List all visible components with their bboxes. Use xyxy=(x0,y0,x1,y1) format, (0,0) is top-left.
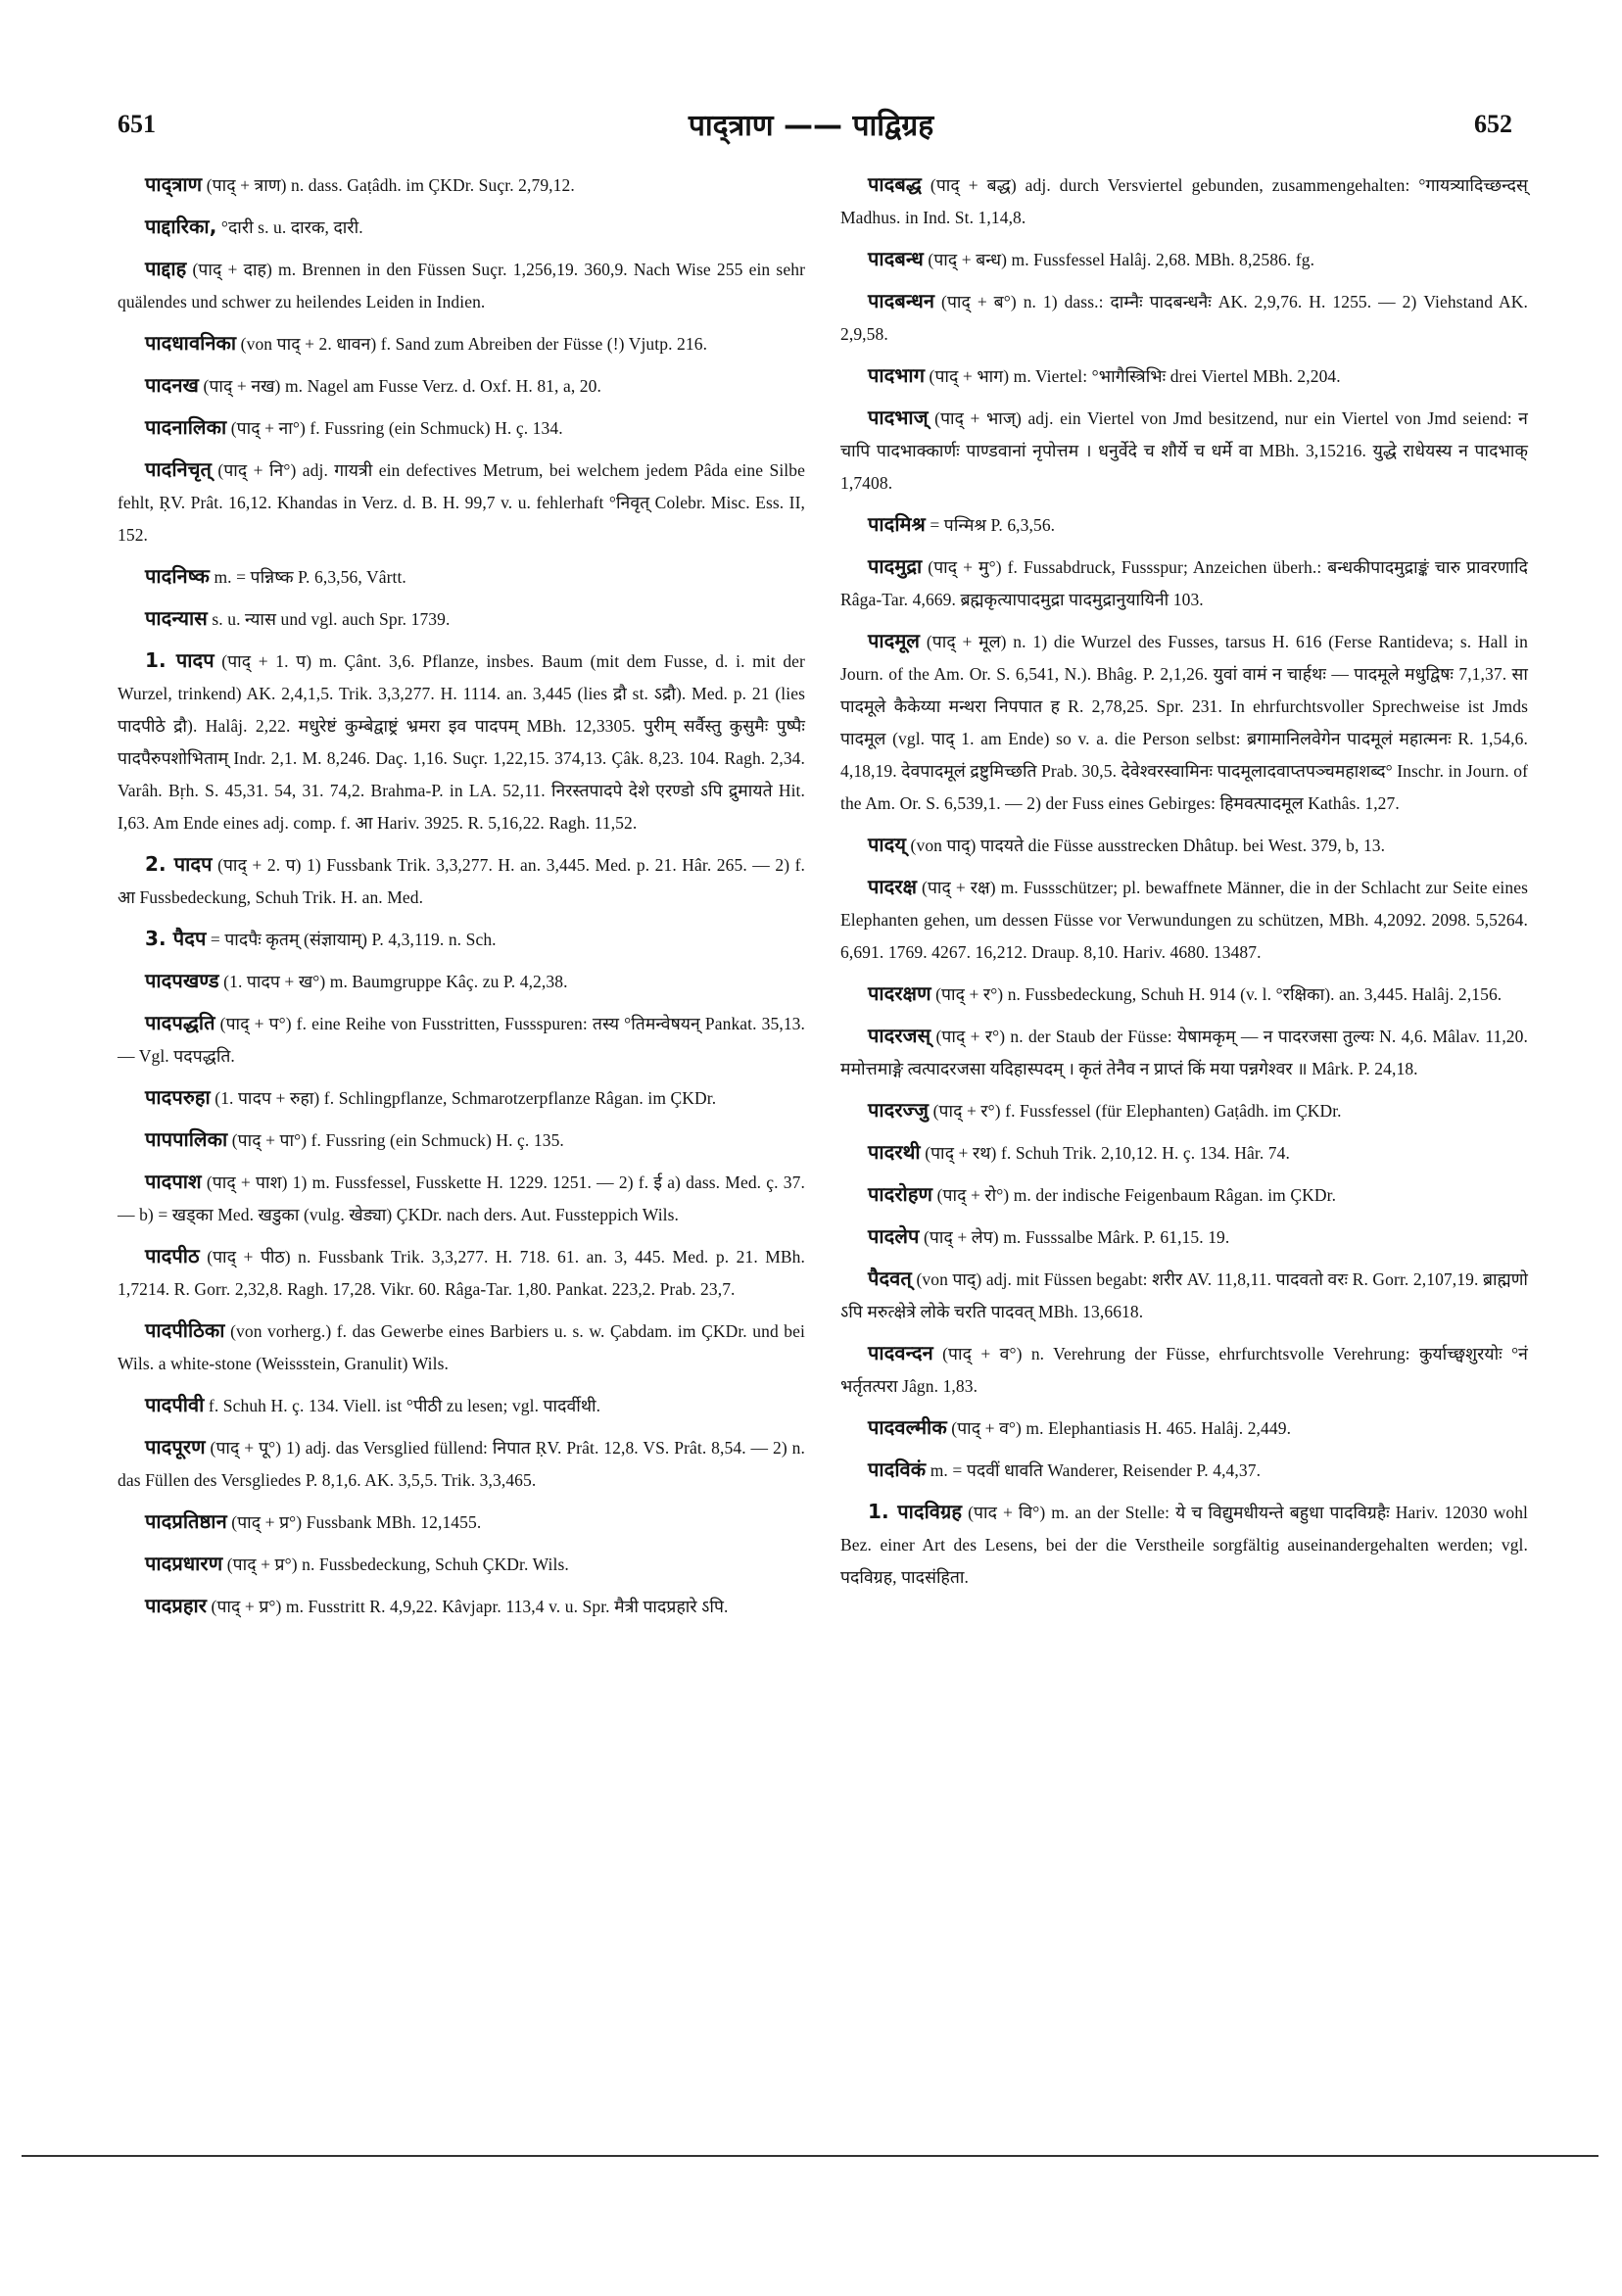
entry-headword: पाद्दारिका, xyxy=(145,215,217,238)
entry-headword: पादप्रतिष्ठान xyxy=(145,1509,227,1533)
entry-headword: पादलेप xyxy=(868,1224,920,1248)
entry-text: (पाद् + रो°) m. der indische Feigenbaum Râgan. im ÇKDr. xyxy=(936,1185,1337,1205)
dictionary-entry xyxy=(840,359,1528,393)
entry-text: (पाद् + भाज्) adj. ein Viertel von Jmd besitzend, nur ein Viertel von Jmd seiend: न चापि पादभाक्कार्णः पाण्डवानां नृपोत्तम । धनुर्वेदे च शौर्ये च धर्मे वा MBh. 3,15216. युद्धे राधेयस्य न पादभाक् 1,7408. xyxy=(840,408,1528,493)
entry-text: (von पाद्) adj. mit Füssen begabt: शरीर AV. 11,8,11. पादवतो वरः R. Gorr. 2,107,19. ब्राह्मणो ऽपि मरुत्क्षेत्रे लोके चरति पादवत् MBh. 13,6618. xyxy=(840,1269,1528,1321)
entry-headword: पादमूल xyxy=(868,629,921,652)
entry-headword: पादरक्ष xyxy=(868,875,918,898)
dictionary-entry xyxy=(118,1166,805,1231)
entry-text: (पाद् + पा°) f. Fussring (ein Schmuck) H. ç. 135. xyxy=(231,1130,564,1150)
entry-text: (1. पादप + रुहा) f. Schlingpflanze, Schmarotzerpflanze Râgan. im ÇKDr. xyxy=(215,1088,717,1108)
entry-text: (पाद् + प°) f. eine Reihe von Fusstritten, Fussspuren: तस्य °तिमन्वेषयन् Pankat. 35,13. — Vgl. पदपद्धति. xyxy=(118,1014,805,1066)
dictionary-entry xyxy=(118,602,805,636)
entry-text: (पाद् + र°) n. der Staub der Füsse: येषामकृम् — न पादरजसा तुल्यः N. 4,6. Mâlav. 11,20. ममोत्तमाङ्गे त्वत्पादरजसा यदिहास्पदम् । कृतं तेनैव न प्राप्तं किं मया पन्नगेश्वर ॥ Mârk. P. 24,18. xyxy=(840,1027,1528,1078)
dictionary-entry xyxy=(840,871,1528,969)
entry-text: (पाद् + रथ) f. Schuh Trik. 2,10,12. H. ç. 134. Hâr. 74. xyxy=(925,1143,1290,1163)
entry-text: (पाद् + त्राण) n. dass. Gaṭâdh. im ÇKDr. Suçr. 2,79,12. xyxy=(206,175,575,195)
entry-headword: पादनिष्क xyxy=(145,564,210,588)
entry-headword: पादनिचृत् xyxy=(145,457,213,481)
entry-text: °दारी s. u. दारक, दारी. xyxy=(220,217,363,237)
entry-headword: पादरज्जु xyxy=(868,1098,930,1122)
dictionary-entry xyxy=(840,243,1528,276)
entry-headword: पादपीठ xyxy=(145,1244,200,1268)
entry-text: (पाद् + लेप) m. Fusssalbe Mârk. P. 61,15. 19. xyxy=(923,1227,1230,1247)
entry-text: (पाद् + बद्ध) adj. durch Versviertel gebunden, zusammengehalten: °गायत्र्यादिच्छन्दस् Madhus. in Ind. St. 1,14,8. xyxy=(840,175,1528,227)
entry-headword: पाद्त्राण xyxy=(145,172,203,196)
entry-headword: पादबन्ध xyxy=(868,247,924,270)
dictionary-entry xyxy=(118,1081,805,1115)
dictionary-entry xyxy=(118,560,805,594)
entry-headword: पादमुद्रा xyxy=(868,554,923,578)
entry-headword: पादपखण्ड xyxy=(145,969,219,992)
entry-text: (von पाद् + 2. धावन) f. Sand zum Abreiben der Füsse (!) Vjutp. 216. xyxy=(240,334,708,354)
dictionary-entry xyxy=(840,1263,1528,1328)
dictionary-entry xyxy=(840,1411,1528,1445)
entry-text: (पाद् + व°) m. Elephantiasis H. 465. Halâj. 2,449. xyxy=(951,1418,1292,1438)
dictionary-entry xyxy=(840,402,1528,500)
entry-text: = पादपैः कृतम् (संज्ञायाम्) P. 4,3,119. n. Sch. xyxy=(210,930,497,949)
dictionary-entry xyxy=(840,1020,1528,1085)
entry-headword: पादपाश xyxy=(145,1170,202,1193)
entry-text: (पाद् + ना°) f. Fussring (ein Schmuck) H. ç. 134. xyxy=(230,418,563,438)
entry-headword: पाद्दाह xyxy=(145,257,187,280)
dictionary-entry xyxy=(840,1220,1528,1254)
dictionary-entry xyxy=(118,1548,805,1581)
entry-text: (पाद् + प्र°) n. Fussbedeckung, Schuh ÇKDr. Wils. xyxy=(226,1555,569,1574)
entry-text: m. = पन्निष्क P. 6,3,56, Vârtt. xyxy=(214,567,406,587)
dictionary-entry xyxy=(840,1178,1528,1212)
entry-headword: पादन्यास xyxy=(145,606,208,630)
bottom-rule xyxy=(22,2155,1598,2157)
entry-headword: पापपालिका xyxy=(145,1127,228,1151)
entry-headword: पादभाग xyxy=(868,363,926,387)
dictionary-entry xyxy=(840,508,1528,542)
entry-headword: पादप्रहार xyxy=(145,1594,208,1617)
entry-headword: पादवल्मीक xyxy=(868,1415,947,1439)
entry-headword: 2. पादप xyxy=(145,852,213,876)
entry-text: (पाद् + 2. प) 1) Fussbank Trik. 3,3,277. H. an. 3,445. Med. p. 21. Hâr. 265. — 2) f. आ Fussbedeckung, Schuh Trik. H. an. Med. xyxy=(118,855,805,907)
entry-headword: पैदवत् xyxy=(868,1267,912,1290)
dictionary-entry xyxy=(118,645,805,839)
dictionary-entry xyxy=(840,978,1528,1011)
entry-headword: पादरथी xyxy=(868,1140,921,1164)
entry-text: (पाद् + रक्ष) m. Fussschützer; pl. bewaffnete Männer, die in der Schlacht zur Seite eines Elephanten gehen, um dessen Füsse vor Verwundungen zu schützen, MBh. 4,2092. 2098. 5,5264. 6,691. 1769. 4267. 16,212. Draup. 8,10. Hariv. 4680. 13487. xyxy=(840,878,1528,962)
entry-headword: पादपूरण xyxy=(145,1435,206,1459)
entry-headword: पादनख xyxy=(145,373,200,397)
entry-text: (पाद् + पीठ) n. Fussbank Trik. 3,3,277. H. 718. 61. an. 3, 445. Med. p. 21. MBh. 1,7214. R. Gorr. 2,32,8. Ragh. 17,28. Vikr. 60. Râga-Tar. 1,80. Pankat. 223,2. Prab. 23,7. xyxy=(118,1247,805,1299)
dictionary-entry xyxy=(840,829,1528,862)
dictionary-entry xyxy=(118,1431,805,1497)
entry-text: (पाद् + ब°) n. 1) dass.: दाम्नैः पादबन्धनैः AK. 2,9,76. H. 1255. — 2) Viehstand AK. 2,9,58. xyxy=(840,292,1529,344)
entry-text: (पाद् + नख) m. Nagel am Fusse Verz. d. Oxf. H. 81, a, 20. xyxy=(203,376,601,396)
entry-headword: पादबन्धन xyxy=(868,289,935,312)
entry-headword: पादधावनिका xyxy=(145,331,237,355)
dictionary-entry xyxy=(118,1389,805,1422)
entry-headword: पादनालिका xyxy=(145,415,227,439)
entry-headword: पादरोहण xyxy=(868,1182,933,1206)
entry-text: (पाद् + व°) n. Verehrung der Füsse, ehrfurchtsvolle Verehrung: कुर्याच्छ्वशुरयोः °नं भर्तृतत्परा Jâgn. 1,83. xyxy=(840,1344,1528,1396)
entry-text: (पाद् + प्र°) Fussbank MBh. 12,1455. xyxy=(231,1512,482,1532)
entry-headword: पादपीठिका xyxy=(145,1318,225,1342)
dictionary-entry xyxy=(118,1506,805,1539)
dictionary-entry xyxy=(118,1240,805,1306)
entry-text: = पन्मिश्र P. 6,3,56. xyxy=(930,515,1056,535)
entry-text: (पाद् + 1. प) m. Çânt. 3,6. Pflanze, insbes. Baum (mit dem Fusse, d. i. mit der Wurzel, trinkend) AK. 2,4,1,5. Trik. 3,3,277. H. 1114. an. 3,445 (lies द्रौ st. ऽद्रौ). Med. p. 21 (lies पादपीठे द्रौ). Halâj. 2,22. मधुरेष्टं कुम्बेद्वाष्ट्रं भ्रमरा इव पादपम् MBh. 12,3305. पुरीम् सर्वैस्तु कुसुमैः पुष्पैः पादपैरुपशोभिताम् Indr. 2,1. M. 8,246. Daç. 1,16. Suçr. 1,22,15. 374,13. Çâk. 8,23. 104. Ragh. 2,34. Varâh. Bṛh. S. 45,31. 54, 31. 74,2. Brahma-P. in LA. 52,11. निरस्तपादपे देशे एरण्डो ऽपि द्रुमायते Hit. I,63. Am Ende eines adj. comp. f. आ Hariv. 3925. R. 5,16,22. Ragh. 11,52. xyxy=(118,651,805,833)
dictionary-entry xyxy=(118,1315,805,1380)
dictionary-entry xyxy=(118,454,805,551)
dictionary-entry xyxy=(118,369,805,403)
entry-headword: 1. पादप xyxy=(145,648,215,672)
left-column xyxy=(118,168,805,1632)
dictionary-entry xyxy=(840,550,1528,616)
entry-headword: पादविकं xyxy=(868,1458,927,1481)
entry-text: f. Schuh H. ç. 134. Viell. ist °पीठी zu lesen; vgl. पादर्वीथी. xyxy=(208,1396,601,1415)
entry-headword: पादपद्धति xyxy=(145,1011,215,1034)
entry-headword: पादभाज् xyxy=(868,406,929,429)
dictionary-entry xyxy=(840,168,1528,234)
entry-headword: पादय् xyxy=(868,833,907,856)
entry-headword: पादपरुहा xyxy=(145,1085,211,1109)
entry-text: (पाद् + दाह) m. Brennen in den Füssen Suçr. 1,256,19. 360,9. Nach Wise 255 ein sehr quälendes und schwer zu heilendes Leiden in Indien. xyxy=(118,260,805,311)
entry-headword: पादमिश्र xyxy=(868,512,926,536)
entry-text: (पाद् + मूल) n. 1) die Wurzel des Fusses, tarsus H. 616 (Ferse Rantideva; s. Hall in Journ. of the Am. Or. S. 6,541, N.). Bhâg. P. 2,1,26. युवां वामं न चार्हथः — पादमूले मधुद्विषः 7,1,37. सा पादमूले कैकेय्या मन्थरा निपपात ह R. 2,78,25. Spr. 231. In ehrfurchtsvoller Sprechweise ist Jmds पादमूल (vgl. पाद् 1. am Ende) so v. a. die Person selbst: ब्रगामानिलवेगेन पादमूलं महात्मनः R. 1,54,6. 4,18,19. देवपादमूलं द्रष्टुमिच्छति Prab. 30,5. देवेश्वरस्वामिनः पादमूलादवाप्तपञ्चमहाशब्द° Inschr. in Journ. of the Am. Or. S. 6,539,1. — 2) der Fuss eines Gebirges: हिमवत्पादमूल Kathâs. 1,27. xyxy=(840,632,1528,813)
dictionary-entry xyxy=(840,625,1528,820)
entry-text: (von vorherg.) f. das Gewerbe eines Barbiers u. s. w. Çabdam. im ÇKDr. und bei Wils. a white-stone (Weissstein, Granulit) Wils. xyxy=(118,1321,805,1373)
dictionary-entry xyxy=(840,1496,1528,1594)
entry-text: (पाद् + भाग) m. Viertel: °भागैस्त्रिभिः drei Viertel MBh. 2,204. xyxy=(929,366,1341,386)
dictionary-entry xyxy=(118,1590,805,1623)
entry-text: (पाद + वि°) m. an der Stelle: ये च विद्युमधीयन्ते बहुधा पादविग्रहैः Hariv. 12030 wohl Bez. einer Art des Lesens, bei der die Verstheile sorgfältig auseinandergehalten werden; vgl. पदविग्रह, पादसंहिता. xyxy=(840,1503,1528,1587)
page-number-right: 652 xyxy=(1474,110,1512,138)
dictionary-entry xyxy=(118,253,805,318)
entry-headword: पादवन्दन xyxy=(868,1341,933,1364)
dictionary-entry xyxy=(118,168,805,202)
entry-headword: पादरजस् xyxy=(868,1024,931,1047)
entry-text: (पाद् + नि°) adj. गायत्री ein defectives Metrum, bei welchem jedem Pâda eine Silbe fehlt, ṚV. Prât. 16,12. Khandas in Verz. d. B. H. 99,7 v. u. fehlerhaft °निवृत् Colebr. Misc. Ess. II, 152. xyxy=(118,460,805,545)
dictionary-entry xyxy=(118,1124,805,1157)
entry-text: (पाद् + पाश) 1) m. Fussfessel, Fusskette H. 1229. 1251. — 2) f. ई a) dass. Med. ç. 37.— b) = खड्का Med. खडुका (vulg. खेड्या) ÇKDr. nach ders. Aut. Fussteppich Wils. xyxy=(118,1172,805,1224)
dictionary-entry xyxy=(840,285,1528,351)
dictionary-entry xyxy=(118,965,805,998)
entry-text: s. u. न्यास und vgl. auch Spr. 1739. xyxy=(212,609,451,629)
entry-text: (von पाद्) पादयते die Füsse ausstrecken Dhâtup. bei West. 379, b, 13. xyxy=(910,836,1386,855)
dictionary-entry xyxy=(118,923,805,956)
dictionary-entry xyxy=(840,1136,1528,1170)
entry-text: (पाद् + मु°) f. Fussabdruck, Fussspur; Anzeichen überh.: बन्धकीपादमुद्राङ्कं चारु प्रावरणादि Râga-Tar. 4,669. ब्रह्मकृत्यापादमुद्रा पादमुद्रानुयायिनी 103. xyxy=(840,557,1528,609)
entry-headword: पादप्रधारण xyxy=(145,1552,223,1575)
dictionary-entry xyxy=(118,848,805,914)
entry-headword: 3. पैदप xyxy=(145,927,207,950)
entry-headword: पादबद्ध xyxy=(868,172,922,196)
dictionary-entry xyxy=(118,327,805,360)
running-title: पाद्त्राण —— पाद्विग्रह xyxy=(688,109,934,143)
entry-text: m. = पदवीं धावति Wanderer, Reisender P. 4,4,37. xyxy=(930,1460,1262,1480)
entry-text: (पाद् + प्र°) m. Fusstritt R. 4,9,22. Kâvjapr. 113,4 v. u. Spr. मैत्री पादप्रहारे ऽपि. xyxy=(211,1597,729,1616)
dictionary-entry xyxy=(840,1094,1528,1127)
entry-text: (1. पादप + ख°) m. Baumgruppe Kâç. zu P. 4,2,38. xyxy=(223,972,568,991)
entry-text: (पाद् + र°) n. Fussbedeckung, Schuh H. 914 (v. l. °रक्षिका). an. 3,445. Halâj. 2,156. xyxy=(935,984,1503,1004)
entry-headword: पादपीवी xyxy=(145,1393,205,1416)
entry-headword: पादरक्षण xyxy=(868,981,931,1005)
dictionary-entry xyxy=(840,1337,1528,1403)
page-number-left: 651 xyxy=(118,110,156,138)
right-column xyxy=(840,168,1528,1602)
dictionary-entry xyxy=(840,1454,1528,1487)
entry-text: (पाद् + बन्ध) m. Fussfessel Halâj. 2,68. MBh. 8,2586. fg. xyxy=(928,250,1315,269)
dictionary-entry xyxy=(118,411,805,445)
entry-text: (पाद् + पू°) 1) adj. das Versglied füllend: निपात ṚV. Prât. 12,8. VS. Prât. 8,54. — 2) n. das Füllen des Versgliedes P. 8,1,6. AK. 3,5,5. Trik. 3,3,465. xyxy=(118,1438,805,1490)
entry-text: (पाद् + र°) f. Fussfessel (für Elephanten) Gaṭâdh. im ÇKDr. xyxy=(932,1101,1342,1121)
entry-headword: 1. पादविग्रह xyxy=(868,1500,963,1523)
dictionary-entry xyxy=(118,1007,805,1073)
dictionary-entry xyxy=(118,211,805,244)
